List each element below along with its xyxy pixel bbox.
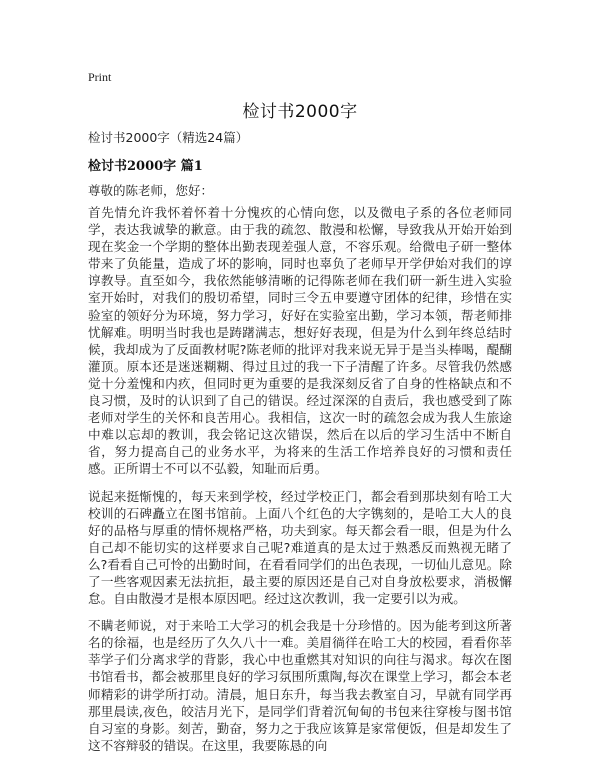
paragraph: 说起来挺惭愧的，每天来到学校，经过学校正门，都会看到那块刻有哈工大校训的石碑矗立在图书馆前。上面八个红色的大字镌刻的，是哈工大人的良好的品格与厚重的情怀规格严格，功夫到家。每天都会看一眼，但是为什么自己却不能切实的这样要求自己呢?难道真的是太过于熟悉反而熟视无睹了么?看看自己可怜的出勤时间，在看看同学们的出色表现，一切仙儿意见。除了一些客观因素无法抗拒，最主要的原因还是自己对自身放松要求，消极懈怠。自由散漫才是根本原因吧。经过这次教训，我一定要引以为戒。 [88,488,512,607]
paragraph: 不瞒老师说，对于来哈工大学习的机会我是十分珍惜的。因为能考到这所著名的徐福，也是经历了久久八十一难。美眉徜徉在哈工大的校园，看看你莘莘学子们分离求学的背影，我心中也重燃其对知识的向往与渴求。每次在图书馆看书，都会被那里良好的学习氛围所熏陶,每次在课堂上学习，都会本老师精彩的讲学所打动。清晨，旭日东升，每当我去教室自习，早就有同学再那里晨读,夜色，皎洁月光下，是同学们背着沉甸甸的书包来往穿梭与图书馆自习室的身影。刻苦，勤奋，努力之于我应该算是家常便饭，但是却发生了这不容辩驳的错误。在这里，我要陈恳的向 [88,618,512,753]
paragraph: 首先情允许我怀着怀着十分愧疚的心情向您，以及微电子系的各位老师同学，表达我诚挚的歉意。由于我的疏忽、散漫和松懈，导致我从开始开始到现在奖金一个学期的整体出勤表现差强人意，不容乐观。给微电子研一整体带来了负能量，造成了坏的影响，同时也辜负了老师早开学伊始对我们的谆谆教导。直至如今，我依然能够清晰的记得陈老师在我们研一新生进入实验室开始时，对我们的殷切希望，同时三令五申要遵守团体的纪律，珍惜在实验室的领好分为环境，努力学习，好好在实验室出勤，学习本领，帮老师排忧解难。明明当时我也是踌躇满志，想好好表现，但是为什么到年终总结时候，我却成为了反面教材呢?陈老师的批评对我来说无异于是当头棒喝，醍醐灌顶。原本还是迷迷糊糊、得过且过的我一下子清醒了许多。尽管我仍然感觉十分羞愧和内疚，但同时更为重要的是我深刻反省了自身的性格缺点和不良习惯，及时的认识到了自己的错误。经过深深的自责后，我也感受到了陈老师对学生的关怀和良苦用心。我相信，这次一时的疏忽会成为我人生旅途中难以忘却的教训，我会铭记这次错误，然后在以后的学习生活中不断自省，努力提高自己的业务水平，为将来的生活工作培养良好的习惯和责任感。正所谓士不可以不弘毅，知耻而后勇。 [88,205,512,477]
document-title: 检讨书2000字 [242,102,358,122]
body-text [88,204,512,764]
greeting: 尊敬的陈老师，您好： [88,183,214,198]
document-subtitle: 检讨书2000字（精选24篇） [88,130,249,145]
print-label[interactable]: Print [88,70,112,84]
section-heading: 检讨书2000字 篇1 [88,159,203,174]
